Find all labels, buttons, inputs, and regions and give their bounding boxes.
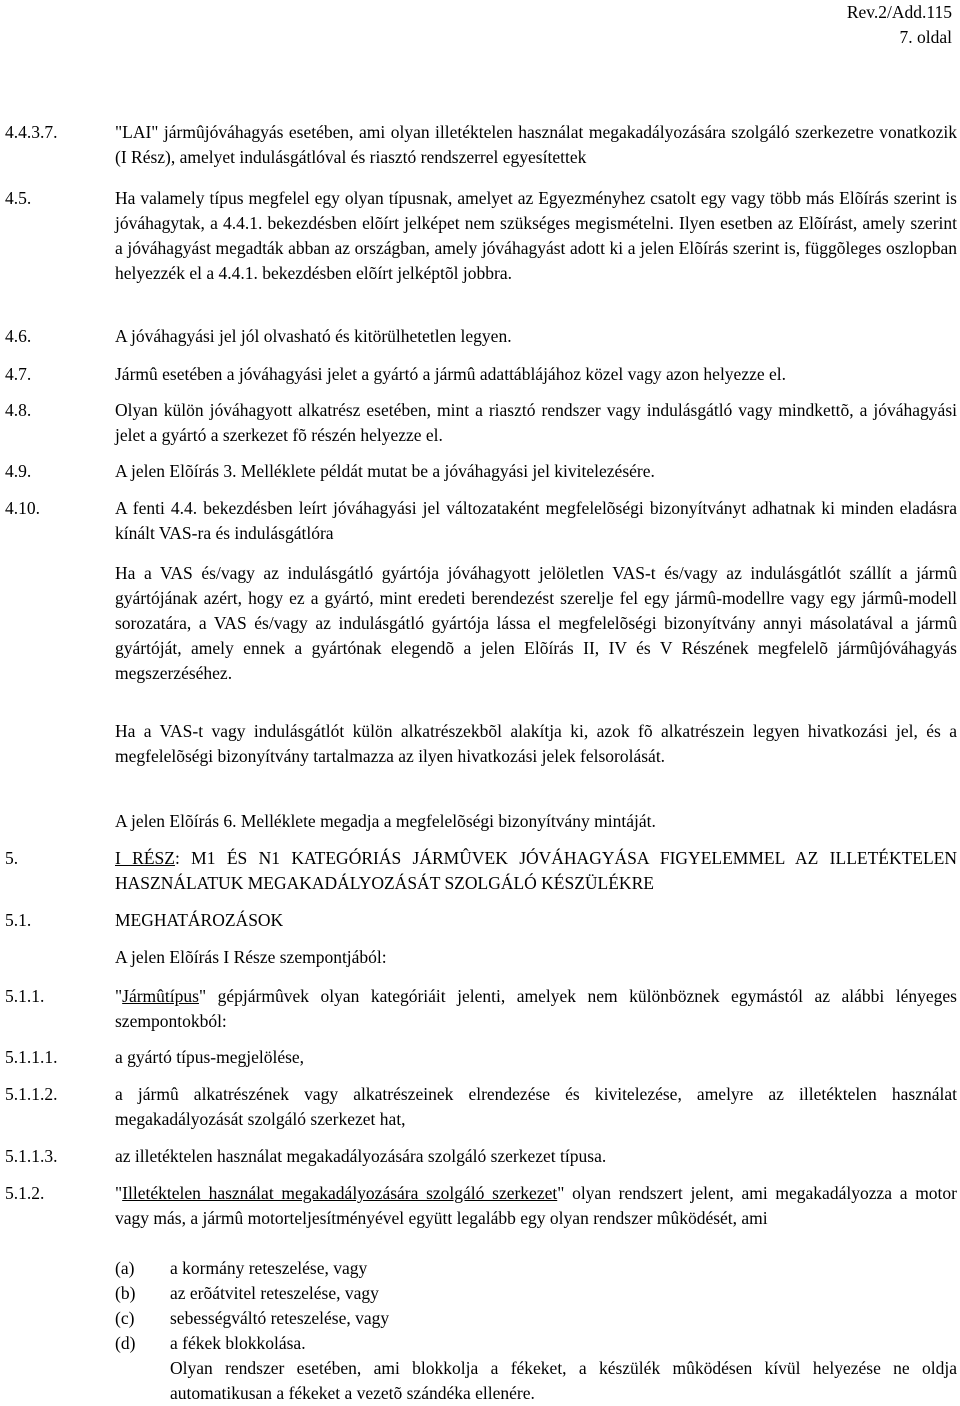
document-reference: Rev.2/Add.115: [846, 2, 952, 22]
quote-open: ": [115, 986, 123, 1006]
paragraph-number: 5.1.: [5, 910, 32, 930]
section-title: [115, 846, 957, 896]
defined-term: Jármûtípus: [122, 986, 199, 1006]
paragraph-number: 4.6.: [5, 326, 32, 346]
list-item-label: (a): [115, 1258, 135, 1278]
paragraph-number: 4.5.: [5, 188, 32, 208]
paragraph-number: 5.1.1.2.: [5, 1084, 58, 1104]
paragraph-text: Jármû esetében a jóváhagyási jelet a gyártó a jármû adattáblájához közel vagy azon helyezze el.: [115, 364, 786, 384]
list-item-text: a fékek blokkolása.: [170, 1333, 306, 1353]
list-item-text: sebességváltó reteszelése, vagy: [170, 1308, 390, 1328]
paragraph-text: a jármû alkatrészének vagy alkatrészeinek elrendezése és kivitelezése, amelyre az illetéktelen használat megakadályozását szolgáló szerkezet hat,: [115, 1084, 957, 1129]
definition-text: " gépjármûvek olyan kategóriáit jelenti, amelyek nem különböznek egymástól az alábbi lényeges szempontokból:: [115, 986, 957, 1031]
paragraph-text: A jelen Elõírás I Része szempontjából:: [115, 947, 387, 967]
page-header: [847, 0, 952, 50]
paragraph-number: 4.4.3.7.: [5, 122, 58, 142]
paragraph-text: Olyan rendszer esetében, ami blokkolja a fékeket, a készülék mûködésen kívül helyezése ne oldja automatikusan a fékeket a vezetõ szándéka ellenére.: [170, 1358, 957, 1403]
paragraph-text: Ha a VAS és/vagy az indulásgátló gyártója jóváhagyott jelöletlen VAS-t és/vagy az indulásgátlót szállít a jármû gyártójának azért, hogy ez a gyártó, mint eredeti berendezést szerelje fel egy jármû-modellre vagy egy jármû-modell sorozatára, a VAS és/vagy az indulásgátló gyártója lássa el megfelelõségi bizonyítvány annyi másolatával a jármû gyártóját, amely ennek a gyártónak elegendõ a jelen Elõírás II, IV és V Részének megfelelõ jármûjóváhagyás megszerzéséhez.: [115, 563, 957, 683]
paragraph-number: 4.8.: [5, 400, 32, 420]
paragraph-text: A jelen Elõírás 6. Melléklete megadja a megfelelõségi bizonyítvány mintáját.: [115, 811, 656, 831]
page-number: 7. oldal: [899, 27, 952, 47]
paragraph-text: Ha a VAS-t vagy indulásgátlót külön alkatrészekbõl alakítja ki, azok fõ alkatrészein legyen hivatkozási jel, és a megfelelõségi bizonyítvány tartalmazza az ilyen hivatkozási jelek felsorolását.: [115, 721, 957, 766]
paragraph-number: 5.1.2.: [5, 1183, 45, 1203]
paragraph-text: [115, 984, 957, 1034]
paragraph-number: 4.7.: [5, 364, 32, 384]
list-item-label: (d): [115, 1333, 136, 1353]
defined-term: Illetéktelen használat megakadályozására szolgáló szerkezet: [122, 1183, 558, 1203]
paragraph-text: Olyan külön jóváhagyott alkatrész esetében, mint a riasztó rendszer vagy indulásgátló vagy mindkettõ, a jóváhagyási jelet a gyártó a szerkezet fõ részén helyezze el.: [115, 400, 957, 445]
paragraph-text: Ha valamely típus megfelel egy olyan típusnak, amelyet az Egyezményhez csatolt egy vagy több más Elõírás szerint is jóváhagytak, a 4.4.1. bekezdésben elõírt jelképet nem szükséges megismételni. Ilyen esetben az Elõírást, amely szerint a jóváhagyást megadták abban az országban, amely jóváhagyást adott ki a jelen Elõírás szerint is, függõleges oszlopban helyezzék el a 4.4.1. bekezdésben elõírt jelképtõl jobbra.: [115, 188, 957, 283]
paragraph-number: 5.1.1.3.: [5, 1146, 58, 1166]
paragraph-text: A jelen Elõírás 3. Melléklete példát mutat be a jóváhagyási jel kivitelezésére.: [115, 461, 655, 481]
list-item-text: az erõátvitel reteszelése, vagy: [170, 1283, 379, 1303]
definition-text: " olyan rendszert jelent, ami megakadályozza a motor vagy más, a jármû motorteljesítményével együtt legalább egy olyan rendszer mûködését, ami: [115, 1183, 957, 1228]
paragraph-text: [115, 1181, 957, 1231]
list-item-label: (c): [115, 1308, 135, 1328]
paragraph-number: 5.1.1.1.: [5, 1047, 58, 1067]
paragraph-text: az illetéktelen használat megakadályozására szolgáló szerkezet típusa.: [115, 1146, 607, 1166]
list-item-label: (b): [115, 1283, 136, 1303]
section-number: 5.: [5, 848, 19, 868]
quote-open: ": [115, 1183, 123, 1203]
paragraph-text: A jóváhagyási jel jól olvasható és kitörülhetetlen legyen.: [115, 326, 512, 346]
section-title-rest: : M1 ÉS N1 KATEGÓRIÁS JÁRMÛVEK JÓVÁHAGYÁSA FIGYELEMMEL AZ ILLETÉKTELEN HASZNÁLATUK MEGAKADÁLYOZÁSÁT SZOLGÁLÓ KÉSZÜLÉKRE: [115, 848, 957, 893]
section-title-underlined: I RÉSZ: [115, 848, 175, 868]
paragraph-text: a gyártó típus-megjelölése,: [115, 1047, 305, 1067]
subsection-title: MEGHATÁROZÁSOK: [115, 910, 284, 930]
paragraph-text: A fenti 4.4. bekezdésben leírt jóváhagyási jel változataként megfelelõségi bizonyítványt adhatnak ki minden eladásra kínált VAS-ra és indulásgátlóra: [115, 498, 957, 543]
paragraph-number: 4.9.: [5, 461, 32, 481]
list-item-text: a kormány reteszelése, vagy: [170, 1258, 368, 1278]
paragraph-text: "LAI" jármûjóváhagyás esetében, ami olyan illetéktelen használat megakadályozására szolgáló szerkezetre vonatkozik (I Rész), amelyet indulásgátlóval és riasztó rendszerrel egyesítettek: [115, 122, 957, 167]
paragraph-number: 4.10.: [5, 498, 40, 518]
paragraph-number: 5.1.1.: [5, 986, 45, 1006]
